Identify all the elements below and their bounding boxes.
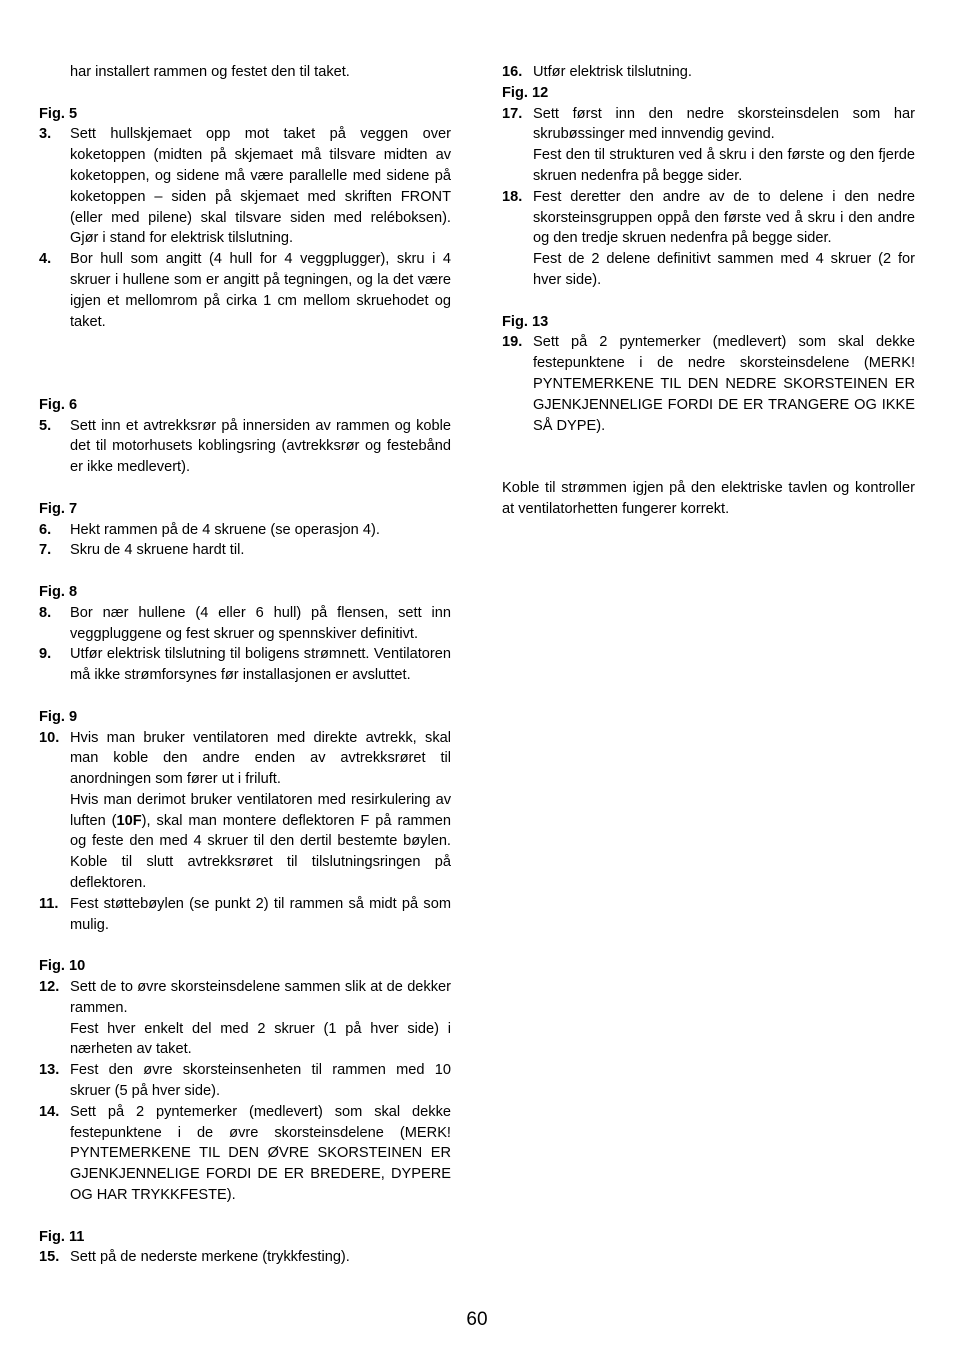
step-text: Utfør elektrisk tilslutning til boligens strømnett. Ventilatoren må ikke strømforsynes før installasjonen er avsluttet.	[70, 646, 451, 684]
step-13	[39, 1060, 451, 1102]
step-number: 14.	[39, 1103, 60, 1120]
fig-10-heading: Fig. 10	[39, 958, 86, 975]
fig-8-heading: Fig. 8	[39, 583, 78, 600]
step-12	[39, 977, 451, 1060]
step-18	[502, 187, 915, 291]
step-9	[39, 644, 451, 686]
step-4	[39, 249, 451, 332]
step-text: Hvis man bruker ventilatoren med direkte avtrekk, skal man koble den andre enden av avtrekksrøret til anordningen som fører ut i friluft.	[70, 729, 451, 788]
intro-text: har installert rammen og festet den til taket.	[70, 64, 350, 80]
step-15	[39, 1247, 451, 1268]
step-text: Sett inn et avtrekksrør på innersiden av rammen og koble det til motorhusets koblingsring (avtrekksrør og festebånd er ikke medlevert).	[70, 417, 451, 476]
step-6	[39, 520, 451, 541]
step-text: Sett på de nederste merkene (trykkfesting).	[70, 1249, 350, 1266]
step-number: 9.	[39, 646, 52, 663]
step-number: 15.	[39, 1249, 60, 1266]
step-number: 4.	[39, 251, 52, 268]
step-text: Sett på 2 pyntemerker (medlevert) som skal dekke festepunktene i de nedre skorsteinsdelene (MERK! PYNTEMERKENE TIL DEN NEDRE SKORSTEINEN ER GJENKJENNELIGE FORDI DE ER TRANGERE OG IKKE SÅ DYPE).	[533, 334, 915, 434]
step-text: Fest deretter den andre av de to delene i den nedre skorsteinsgruppen oppå den første ved å skru i den andre og den tredje skruen nedenfra på begge sider.	[533, 188, 915, 247]
step-text: Bor hull som angitt (4 hull for 4 veggplugger), skru i 4 skruer i hullene som er angitt på tegningen, og la det være igjen et mellomrom på cirka 1 cm mellom skruehodet og taket.	[70, 251, 451, 330]
step-text: Sett hullskjemaet opp mot taket på veggen over koketoppen (midten på skjemaet må tilsvare midten av koketoppen, og sidene må være parallelle med sidene på koketoppen – siden på skjemaet med skriften FRONT (eller med pilene) skal tilsvare siden med reléboksen). Gjør i stand for elektrisk tilslutning.	[70, 126, 451, 247]
page-number: 60	[466, 1309, 488, 1330]
step-number: 8.	[39, 604, 52, 621]
step-number: 7.	[39, 542, 52, 559]
step-text: Utfør elektrisk tilslutning.	[533, 64, 692, 80]
step-10	[39, 728, 451, 894]
step-text-continued: Fest hver enkelt del med 2 skruer (1 på hver side) i nærheten av taket.	[70, 1020, 451, 1058]
step-number: 13.	[39, 1062, 60, 1079]
step-number: 10.	[39, 729, 60, 746]
step-text: Fest den øvre skorsteinsenheten til rammen med 10 skruer (5 på hver side).	[70, 1062, 451, 1100]
step-number: 5.	[39, 417, 52, 434]
step-text: Hekt rammen på de 4 skruene (se operasjon 4).	[70, 521, 380, 538]
step-8	[39, 603, 451, 645]
step-text-continued: Fest de 2 delene definitivt sammen med 4 skruer (2 for hver side).	[533, 251, 915, 288]
text-segment: ), skal man montere deflektoren F på rammen og feste den med 4 skruer til den dertil bestemte bøylen. Koble til slutt avtrekksrøret til tilslutningsringen på deflektoren.	[70, 812, 451, 892]
text-segment: Hvis man derimot bruker ventilatoren med resirkulering av luften (	[70, 791, 451, 829]
step-14	[39, 1102, 451, 1206]
step-11	[39, 894, 451, 936]
fig-6-heading: Fig. 6	[39, 396, 78, 413]
fig-7-heading: Fig. 7	[39, 500, 78, 517]
step-text: Sett først inn den nedre skorsteinsdelen som har skrubøssinger med innvendig gevind.	[533, 105, 915, 143]
step-17	[502, 104, 915, 187]
left-column	[39, 62, 451, 1268]
step-number: 19.	[502, 334, 523, 351]
step-number: 12.	[39, 979, 60, 996]
fig-9-heading: Fig. 9	[39, 708, 78, 725]
step-text-continued	[70, 790, 451, 894]
step-text: Sett de to øvre skorsteinsdelene sammen slik at de dekker rammen.	[70, 979, 451, 1016]
step-19	[502, 332, 915, 436]
step-number: 11.	[39, 895, 59, 912]
step-number: 16.	[502, 64, 523, 80]
step-number: 18.	[502, 188, 523, 205]
closing-text: Koble til strømmen igjen på den elektriske tavlen og kontroller at ventilatorhetten fungerer korrekt.	[502, 479, 915, 517]
step-number: 6.	[39, 521, 52, 538]
step-5	[39, 416, 451, 478]
right-column	[502, 62, 915, 520]
step-7	[39, 540, 451, 561]
step-text: Fest støttebøylen (se punkt 2) til rammen så midt på som mulig.	[70, 895, 451, 933]
step-16	[502, 62, 915, 83]
fig-5-heading: Fig. 5	[39, 105, 78, 122]
fig-12-heading: Fig. 12	[502, 84, 549, 101]
step-number: 17.	[502, 105, 523, 122]
fig-13-heading: Fig. 13	[502, 313, 549, 330]
figure-reference: 10F	[116, 812, 142, 829]
step-text: Bor nær hullene (4 eller 6 hull) på flensen, sett inn veggpluggene og fest skruer og spennskiver definitivt.	[70, 604, 451, 642]
step-text: Sett på 2 pyntemerker (medlevert) som skal dekke festepunktene i de øvre skorsteinsdelene (MERK! PYNTEMERKENE TIL DEN ØVRE SKORSTEINEN ER GJENKJENNELIGE FORDI DE ER BREDERE, DYPERE OG HAR TRYKKFESTE).	[70, 1103, 451, 1204]
step-number: 3.	[39, 126, 52, 143]
step-text: Skru de 4 skruene hardt til.	[70, 542, 245, 559]
fig-11-heading: Fig. 11	[39, 1228, 85, 1245]
step-text-continued: Fest den til strukturen ved å skru i den første og den fjerde skruen nedenfra på begge sider.	[533, 147, 915, 184]
step-3	[39, 124, 451, 249]
